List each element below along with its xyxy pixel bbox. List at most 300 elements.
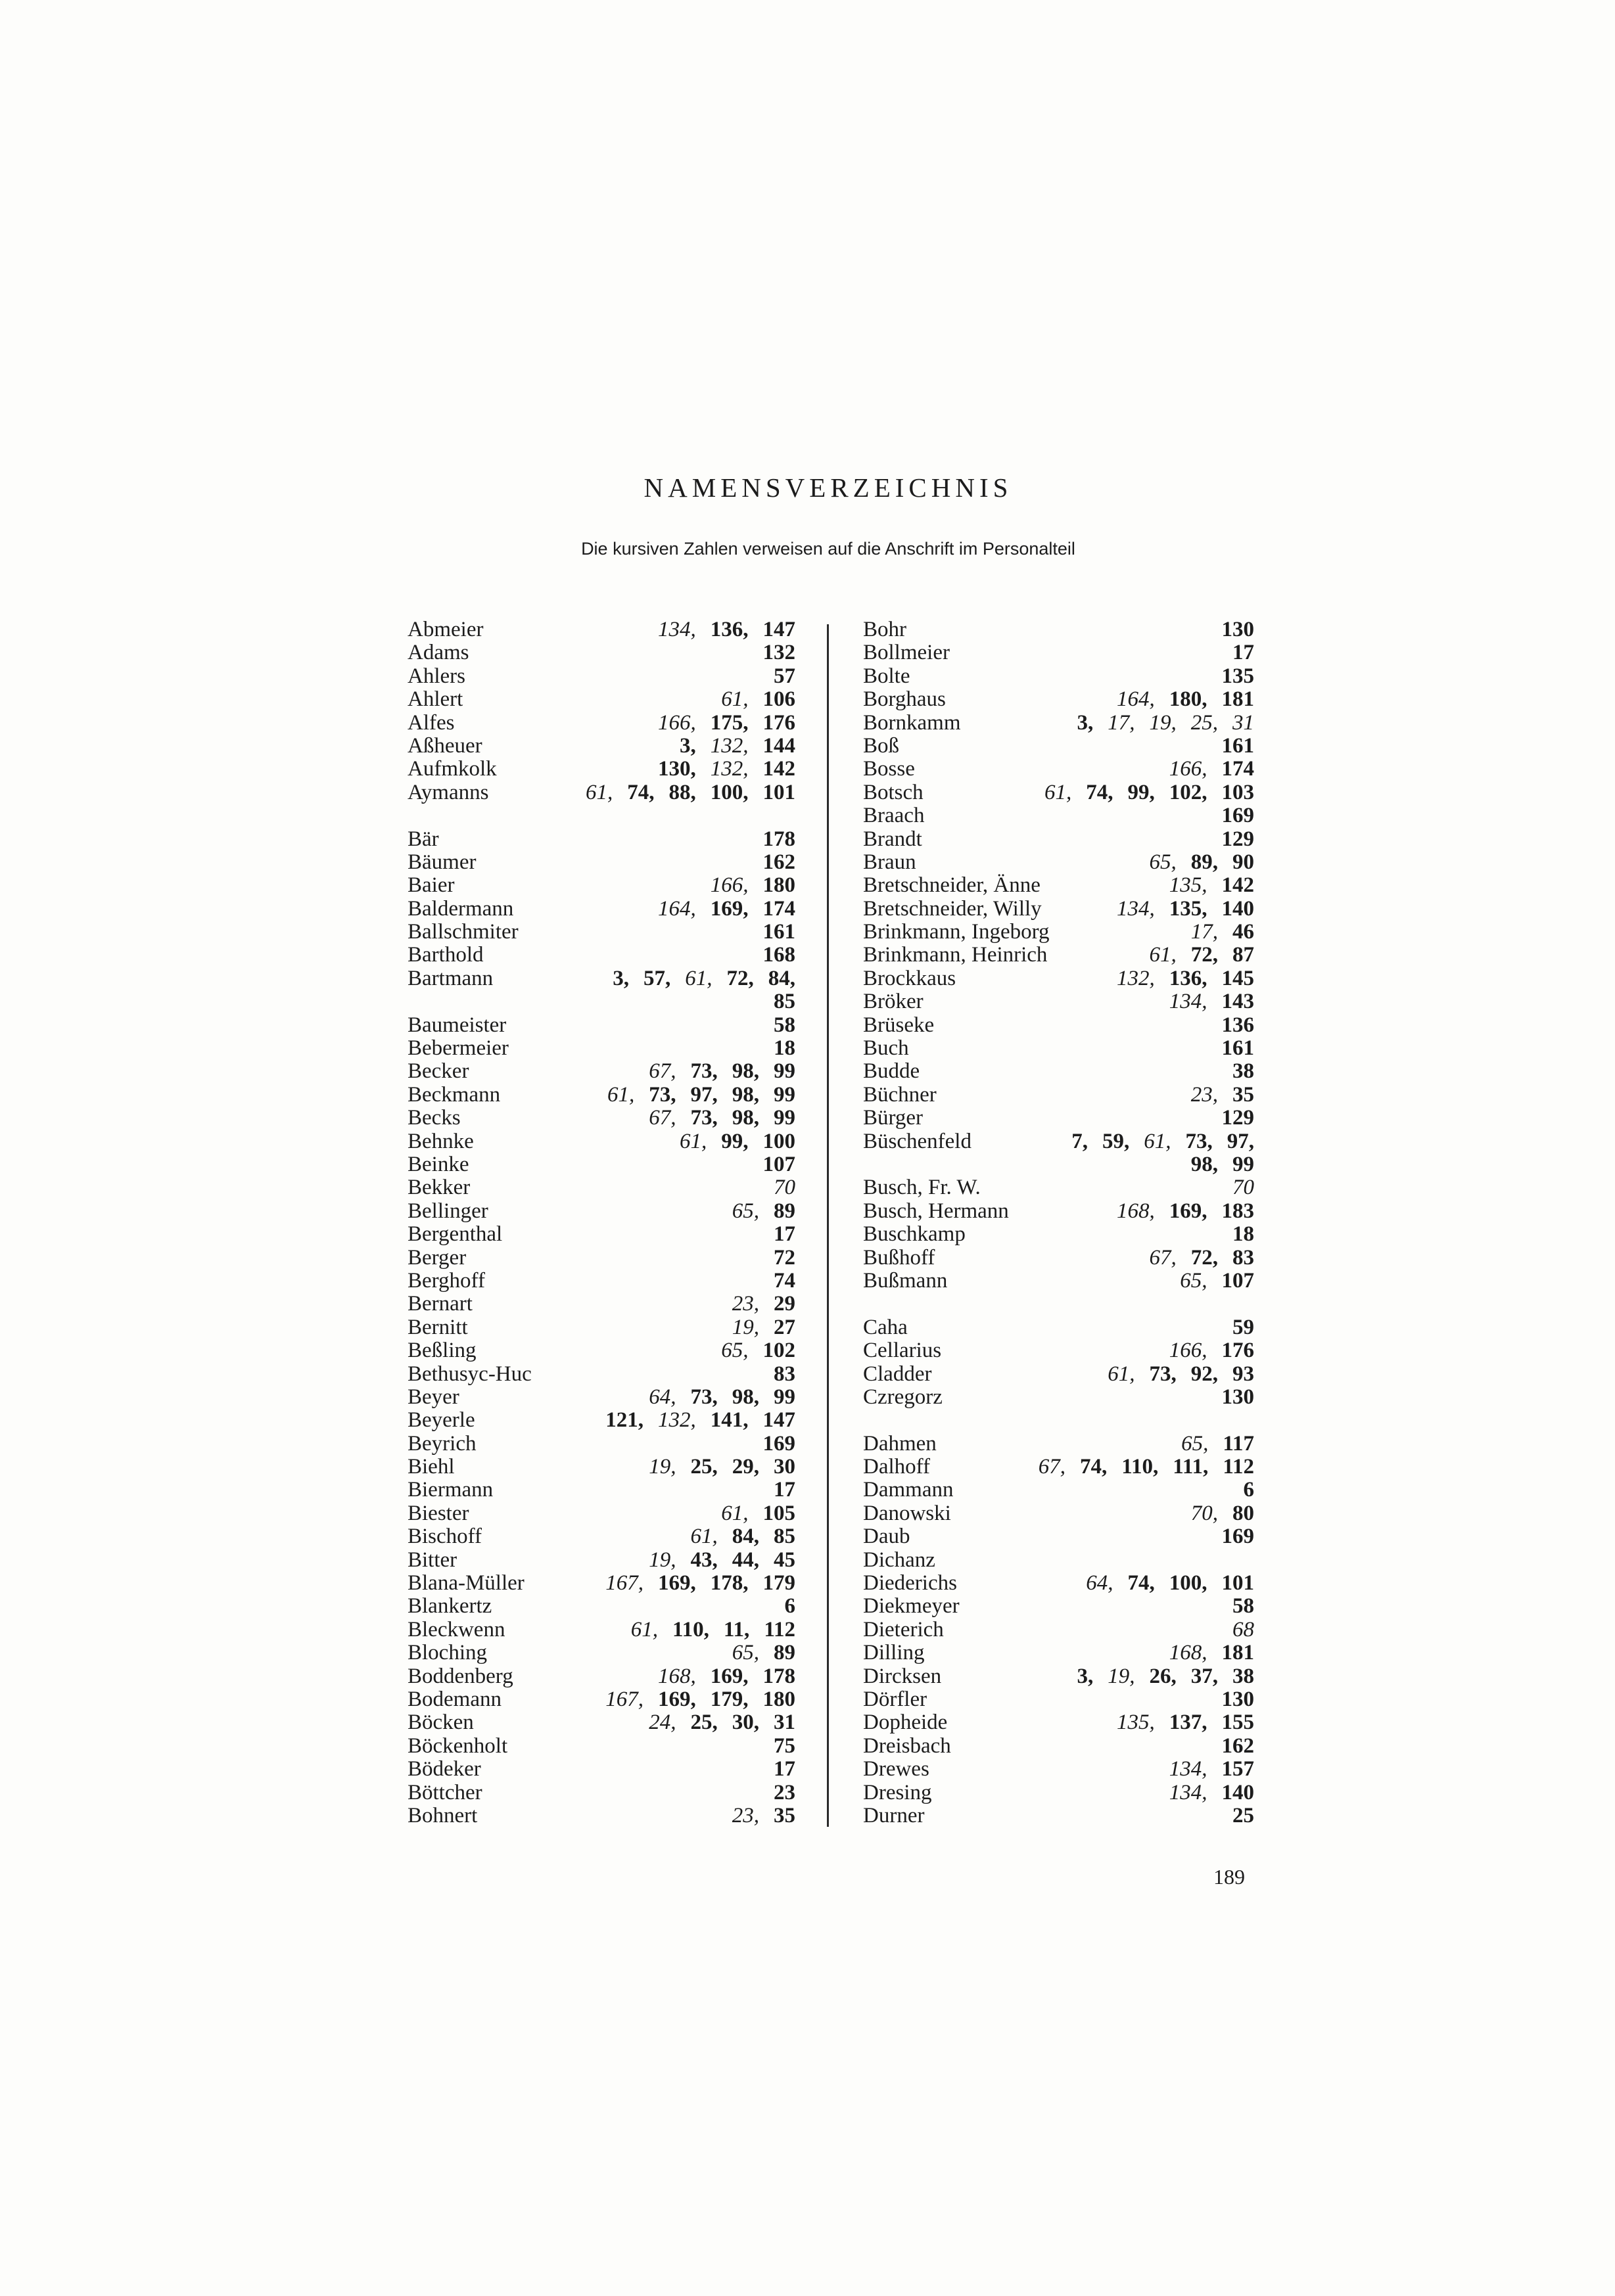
address-page-ref: 65, [732,1199,759,1223]
index-entry-name: Blana-Müller [408,1571,525,1596]
index-entry-page-refs [1102,967,1254,990]
index-entry [408,1572,795,1595]
page-ref: 175, [710,710,749,735]
page-ref: 74, [1086,780,1113,804]
index-entry-page-refs [759,1758,795,1781]
index-entry-name: Brinkmann, Heinrich [863,943,1048,967]
index-entry-page-refs [634,1456,795,1479]
index-entry [408,1363,795,1386]
page-ref: 43, [690,1548,718,1572]
index-entry-page-refs [591,1688,795,1711]
index-entry-page-refs [665,1130,795,1153]
page-ref: 102, [1169,780,1207,804]
index-entry [863,641,1254,664]
index-entry-page-refs [617,1619,795,1642]
page-ref: 140 [1221,1780,1254,1804]
page-ref: 169, [710,896,749,921]
index-entry-name: Beckmann [408,1082,501,1107]
page-ref: 98, [732,1082,759,1107]
page-ref: 89, [1190,850,1218,874]
index-entry-page-refs [749,1153,796,1176]
index-entry-name: Buch [863,1036,909,1061]
index-entry [408,1270,795,1293]
index-entry-page-refs [759,1479,795,1502]
index-entry-page-refs [1218,1595,1254,1618]
page-ref: 73, [649,1082,676,1107]
page-ref: 107 [762,1152,795,1176]
index-entry [863,1619,1254,1642]
index-entry-name: Botsch [863,780,924,804]
address-page-ref: 17, [1190,920,1218,944]
index-entry-name: Büchner [863,1082,937,1107]
index-entry-name: Braun [863,850,916,874]
index-entry-page-refs [749,641,796,664]
address-page-ref: 23, [732,1803,759,1827]
page-ref: 17 [774,1478,795,1502]
address-page-ref: 64, [649,1385,676,1409]
index-entry-name: Busch, Fr. W. [863,1176,981,1200]
page-ref: 3, [1077,710,1094,735]
page-ref: 130 [1221,1687,1254,1711]
address-page-ref: 31 [1232,710,1254,735]
page-ref: 174 [762,896,795,921]
address-page-ref: 166, [1169,757,1207,781]
page-ref: 74, [1080,1455,1108,1479]
index-entry [408,1781,795,1804]
index-entry [863,1525,1254,1548]
index-entry-name: Dammann [863,1478,954,1502]
address-page-ref: 61, [721,1501,749,1525]
index-entry-name: Cellarius [863,1339,942,1363]
page-number: 189 [1213,1865,1245,1889]
index-entry [863,1479,1254,1502]
page-ref: 161 [762,920,795,944]
index-entry [863,990,1254,1013]
page-ref: 74, [1127,1571,1155,1596]
address-page-ref: 134, [658,618,696,641]
page-ref: 73, [1149,1362,1177,1386]
page-ref: 87 [1232,943,1254,967]
page-ref: 97, [1227,1129,1254,1153]
index-entry [863,1223,1254,1246]
index-entry-page-refs [598,967,795,990]
page-ref: 136, [710,618,749,641]
index-entry-name: Buschkamp [863,1222,966,1247]
page-ref: 29, [732,1455,759,1479]
index-entry [863,735,1254,758]
index-entry [408,1642,795,1665]
index-entry-page-refs [707,688,795,711]
page-ref: 3, [613,966,629,990]
index-entry [863,851,1254,874]
address-page-ref: 164, [1117,687,1155,712]
index-entry [408,990,795,1013]
address-page-ref: 132, [710,757,749,781]
index-entry [863,781,1254,804]
index-entry-name: Becker [408,1059,469,1084]
index-entry-name: Durner [863,1803,925,1827]
page-ref: 30 [774,1455,795,1479]
index-entry-page-refs [1063,1665,1255,1688]
index-entry-name: Büschenfeld [863,1129,971,1153]
page-ref: 105 [762,1501,795,1525]
index-entry-page-refs [759,1270,795,1293]
page-ref: 143 [1221,990,1254,1014]
index-entry-name: Böcken [408,1711,474,1735]
index-entry-name: Dichanz [863,1548,935,1572]
page-title: NAMENSVERZEICHNIS [644,472,1013,503]
address-page-ref: 64, [1086,1571,1113,1596]
page-ref: 25, [690,1711,718,1735]
index-entry [408,1130,795,1153]
index-entry-name: Daub [863,1525,910,1549]
index-entry-name: Böckenholt [408,1733,508,1758]
index-entry-name: Bäumer [408,850,477,874]
index-entry [408,1176,795,1199]
index-entry-name: Bornkamm [863,710,961,735]
page-ref: 107 [1221,1268,1254,1293]
index-entry [863,1107,1254,1130]
index-entry-page-refs [1155,874,1254,897]
page-ref: 74 [774,1268,795,1293]
index-entry [408,1688,795,1711]
address-page-ref: 19, [1149,710,1177,735]
index-entry [408,618,795,641]
index-entry [863,944,1254,967]
page-ref: 169, [1169,1199,1207,1223]
index-entry-page-refs [1218,1223,1254,1246]
index-entry [863,1758,1254,1781]
page-ref: 3, [680,733,696,758]
index-entry-page-refs [1177,1153,1254,1176]
index-entry-name: Beyrich [408,1431,477,1456]
index-entry-page-refs [749,1433,796,1456]
page-ref: 102 [762,1339,795,1363]
page-ref: 73, [690,1385,718,1409]
index-entry-page-refs [1218,1176,1254,1199]
index-entry-name: Behnke [408,1129,474,1153]
index-entry [863,1804,1254,1827]
page-ref: 18 [774,1036,795,1061]
page-ref: 112 [1223,1455,1254,1479]
index-entry-name: Böttcher [408,1780,482,1804]
page-ref: 176 [762,710,795,735]
index-entry-name: Ballschmiter [408,920,519,944]
page-ref: 100 [762,1129,795,1153]
index-entry [408,641,795,664]
index-entry-page-refs [591,1409,795,1432]
index-entry-name: Bethusyc-Huc [408,1362,532,1386]
index-entry-name: Bollmeier [863,641,950,665]
index-entry-page-refs [1207,1014,1255,1037]
page-ref: 141, [710,1408,749,1433]
index-entry [408,758,795,781]
page-ref: 30, [732,1711,759,1735]
index-entry [408,1665,795,1688]
index-entry [863,898,1254,921]
index-entry [863,1270,1254,1293]
index-entry [863,1549,1254,1572]
page-ref: 169 [1221,1525,1254,1549]
index-entry-name: Brüseke [863,1013,935,1037]
index-entry-name: Bretschneider, Willy [863,896,1042,921]
page-ref: 73, [1185,1129,1213,1153]
page-subtitle: Die kursiven Zahlen verweisen auf die Anschrift im Personalteil [581,539,1075,559]
index-entry [863,665,1254,688]
index-entry-page-refs [1207,1525,1255,1548]
index-entry [408,712,795,735]
index-column-left [408,618,795,1827]
index-entry [408,1293,795,1316]
address-page-ref: 61, [1044,780,1072,804]
index-entry-name: Bohnert [408,1803,478,1827]
page-ref: 100, [710,780,749,804]
page-ref: 35 [1232,1082,1254,1107]
page-ref: 57, [644,966,671,990]
index-entry-page-refs [1155,1758,1254,1781]
index-entry [408,1735,795,1758]
page-ref: 169 [1221,804,1254,828]
index-entry [408,665,795,688]
page-ref: 169, [658,1687,696,1711]
page-ref: 179, [710,1687,749,1711]
address-page-ref: 24, [649,1711,676,1735]
address-page-ref: 132, [710,733,749,758]
index-entry [863,1456,1254,1479]
index-entry [863,921,1254,944]
index-entry-page-refs [759,1037,795,1060]
index-entry-page-refs [1207,804,1255,827]
page-ref: 106 [762,687,795,712]
page-ref: 72, [1190,1245,1218,1270]
address-page-ref: 19, [649,1548,676,1572]
page-ref: 147 [762,1408,795,1433]
page-ref: 98, [732,1385,759,1409]
index-entry-page-refs [759,1363,795,1386]
index-entry-name: Abmeier [408,618,484,641]
index-entry-name: Bolte [863,664,910,688]
index-entry-name: Brinkmann, Ingeborg [863,920,1050,944]
index-entry [408,1316,795,1339]
index-entry-name: Czregorz [863,1385,943,1409]
page-ref: 181 [1221,1641,1254,1665]
page-ref: 130 [1221,618,1254,641]
index-entry-page-refs [634,1711,795,1734]
page-ref: 72 [774,1245,795,1270]
page-ref: 75 [774,1733,795,1758]
page-ref: 31 [774,1711,795,1735]
index-entry [863,1037,1254,1060]
page-ref: 161 [1221,1036,1254,1061]
index-entry [408,898,795,921]
index-entry-name: Becks [408,1106,461,1130]
address-page-ref: 19, [1108,1664,1135,1688]
address-page-ref: 132, [658,1408,696,1433]
index-entry-name: Brockkaus [863,966,956,990]
index-entry-name: Bußhoff [863,1245,935,1270]
page-ref: 136, [1169,966,1207,990]
index-entry-page-refs [1207,1735,1255,1758]
page-ref: 6 [784,1594,795,1619]
page-ref: 26, [1149,1664,1177,1688]
index-group-gap [863,1293,1254,1316]
page-ref: 103 [1221,780,1254,804]
page-ref: 155 [1221,1711,1254,1735]
page-ref: 101 [762,780,795,804]
index-entry [408,921,795,944]
index-entry-page-refs [759,990,795,1013]
page-ref: 88, [668,780,696,804]
index-entry [408,1758,795,1781]
index-entry-name: Dalhoff [863,1455,931,1479]
index-entry-name: Bröker [863,990,924,1014]
index-entry-page-refs [644,898,795,921]
index-entry [408,1223,795,1246]
page-ref: 35 [774,1803,795,1827]
index-entry [863,1595,1254,1618]
index-entry [408,874,795,897]
page-ref: 73, [690,1106,718,1130]
page-ref: 181 [1221,687,1254,712]
page-ref: 100, [1169,1571,1207,1596]
page-ref: 178 [762,1664,795,1688]
page-ref: 132 [762,641,795,665]
index-entry [408,1153,795,1176]
index-entry-name: Caha [863,1315,908,1339]
page-ref: 130, [658,757,696,781]
index-entry-page-refs [1207,1037,1255,1060]
address-page-ref: 67, [1038,1455,1066,1479]
page-ref: 85 [774,990,795,1014]
page-ref: 73, [690,1059,718,1084]
index-entry-page-refs [676,1525,796,1548]
index-entry-page-refs [1165,1270,1254,1293]
index-entry-name: Braach [863,804,925,828]
page-ref: 74, [627,780,655,804]
index-entry-page-refs [759,1223,795,1246]
page-ref: 99, [721,1129,749,1153]
index-entry-name: Budde [863,1059,920,1084]
index-entry [863,1572,1254,1595]
index-entry [863,1688,1254,1711]
index-entry-page-refs [759,1735,795,1758]
page-ref: 112 [764,1617,795,1642]
page-ref: 121, [605,1408,644,1433]
index-entry [863,1735,1254,1758]
index-entry-name: Aßheuer [408,733,482,758]
index-entry-name: Ahlers [408,664,465,688]
index-entry-page-refs [1218,641,1254,664]
index-entry-page-refs [696,874,795,897]
page-ref: 46 [1232,920,1254,944]
page-ref: 72, [726,966,754,990]
index-entry-name: Adams [408,641,469,665]
address-page-ref: 65, [1181,1431,1209,1456]
index-entry [408,1339,795,1362]
index-entry [408,1502,795,1525]
address-page-ref: 61, [721,687,749,712]
address-page-ref: 17, [1108,710,1135,735]
index-entry [408,781,795,804]
page-ref: 176 [1221,1339,1254,1363]
index-entry-page-refs [644,1665,795,1688]
index-entry-name: Bohr [863,618,906,641]
index-group-gap [408,804,795,827]
index-entry-name: Brandt [863,827,922,851]
index-entry-page-refs [1177,1084,1254,1107]
address-page-ref: 164, [658,896,696,921]
page-ref: 99 [774,1059,795,1084]
index-entry [863,1433,1254,1456]
page-ref: 85 [774,1525,795,1549]
page-ref: 142 [1221,873,1254,898]
index-entry-page-refs [1071,1572,1254,1595]
page-ref: 98, [1190,1152,1218,1176]
address-page-ref: 23, [1190,1082,1218,1107]
index-entry-page-refs [1207,1107,1255,1130]
index-entry [863,874,1254,897]
index-entry-name: Borghaus [863,687,946,712]
page-ref: 180 [762,1687,795,1711]
index-entry-page-refs [665,735,795,758]
index-entry-name: Bergenthal [408,1222,503,1247]
page-ref: 7, [1071,1129,1088,1153]
index-entry [863,1781,1254,1804]
address-page-ref: 61, [1108,1362,1135,1386]
index-entry-name: Bebermeier [408,1036,509,1061]
index-entry-name: Bödeker [408,1757,481,1781]
index-entry-name: Beinke [408,1152,469,1176]
index-entry-name: Bretschneider, Änne [863,873,1041,898]
page-ref: 162 [1221,1733,1254,1758]
index-entry-page-refs [1218,1619,1254,1642]
page-ref: 45 [774,1548,795,1572]
index-entry-page-refs [759,1176,795,1199]
index-entry-name: Bußmann [863,1268,948,1293]
index-entry [863,828,1254,851]
address-page-ref: 67, [649,1106,676,1130]
index-entry-page-refs [644,618,795,641]
index-entry [408,1479,795,1502]
index-entry [408,1595,795,1618]
index-entry-page-refs [634,1386,795,1409]
page-ref: 178 [762,827,795,851]
index-entry-name: Boddenberg [408,1664,513,1688]
index-entry [408,944,795,967]
index-entry-page-refs [1135,1247,1255,1270]
index-entry-name: Baier [408,873,455,898]
index-entry-page-refs [1135,851,1255,874]
page-ref: 37, [1190,1664,1218,1688]
index-entry-name: Aufmkolk [408,757,497,781]
index-entry-page-refs [1102,1200,1254,1223]
index-entry-page-refs [1207,828,1255,851]
index-entry-name: Bernart [408,1292,473,1316]
index-entry-page-refs [1218,1804,1254,1827]
page-ref: 174 [1221,757,1254,781]
index-entry-name: Beßling [408,1339,477,1363]
index-entry-page-refs [1155,1642,1254,1665]
page-ref: 99, [1127,780,1155,804]
index-entry-page-refs [1102,898,1254,921]
page-ref: 99 [774,1385,795,1409]
index-entry-page-refs [1207,1386,1255,1409]
index-entry-page-refs [770,1595,796,1618]
index-entry-name: Bischoff [408,1525,482,1549]
index-entry-page-refs [1063,712,1255,735]
index-entry-name: Biester [408,1501,469,1525]
address-page-ref: 134, [1169,1780,1207,1804]
